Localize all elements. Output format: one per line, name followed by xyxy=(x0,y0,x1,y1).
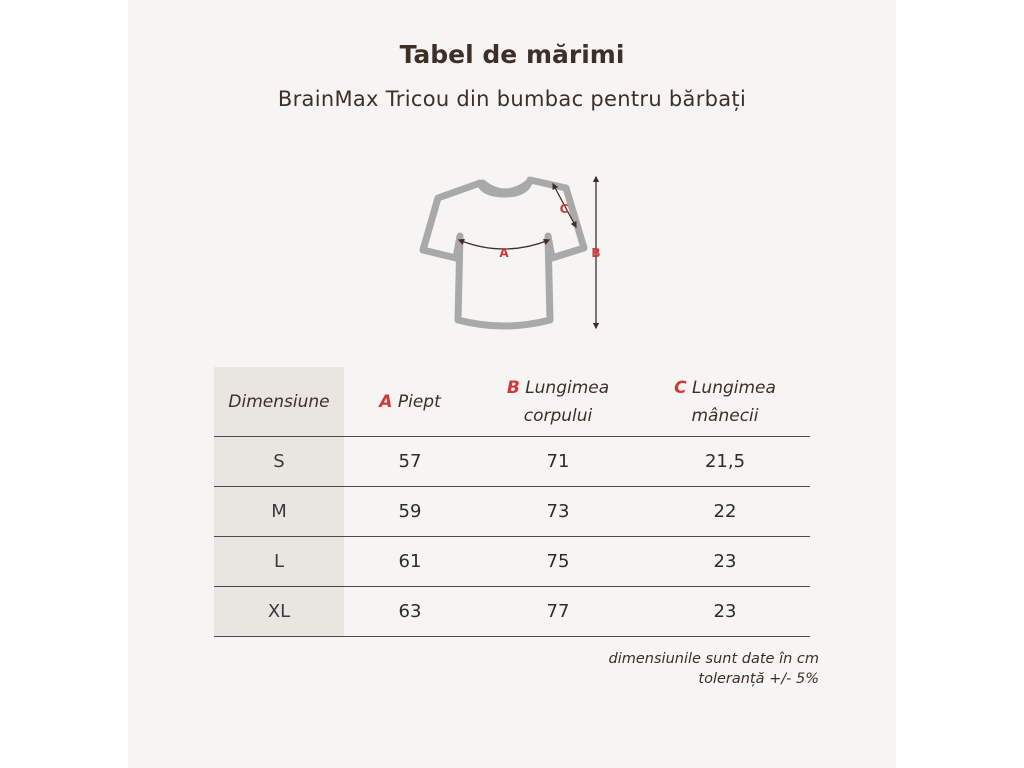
table-header-row xyxy=(214,367,810,437)
measurement-note xyxy=(609,649,819,689)
note-units: dimensiunile sunt date în cm xyxy=(608,651,819,667)
sleeve-length-cell: 22 xyxy=(640,487,810,537)
body-length-cell: 75 xyxy=(476,537,640,587)
header-chest: A Piept xyxy=(344,367,476,437)
note-tolerance: toleranță +/- 5% xyxy=(698,671,819,687)
chest-cell: 57 xyxy=(344,437,476,487)
body-length-cell: 71 xyxy=(476,437,640,487)
header-sleeve-length: C Lungimea mânecii xyxy=(640,367,810,437)
tshirt-measurement-diagram xyxy=(128,0,896,360)
chest-cell: 63 xyxy=(344,587,476,637)
header-body-length: B Lungimea corpului xyxy=(476,367,640,437)
table-row xyxy=(214,437,810,487)
table-row xyxy=(214,537,810,587)
size-table xyxy=(214,367,810,637)
sleeve-length-cell: 21,5 xyxy=(640,437,810,487)
size-cell: S xyxy=(214,437,344,487)
size-chart-card xyxy=(128,0,896,768)
header-dimension: Dimensiune xyxy=(214,367,344,437)
size-cell: XL xyxy=(214,587,344,637)
size-cell: M xyxy=(214,487,344,537)
label-a: A xyxy=(499,246,509,260)
sleeve-length-cell: 23 xyxy=(640,587,810,637)
table-row xyxy=(214,487,810,537)
sleeve-length-cell: 23 xyxy=(640,537,810,587)
chest-cell: 59 xyxy=(344,487,476,537)
page-title: Tabel de mărimi xyxy=(399,40,625,69)
chest-cell: 61 xyxy=(344,537,476,587)
product-subtitle: BrainMax Tricou din bumbac pentru bărbați xyxy=(277,87,747,111)
label-b: B xyxy=(591,246,601,260)
table-row xyxy=(214,587,810,637)
size-cell: L xyxy=(214,537,344,587)
body-length-cell: 73 xyxy=(476,487,640,537)
label-c: C xyxy=(559,202,569,216)
body-length-cell: 77 xyxy=(476,587,640,637)
